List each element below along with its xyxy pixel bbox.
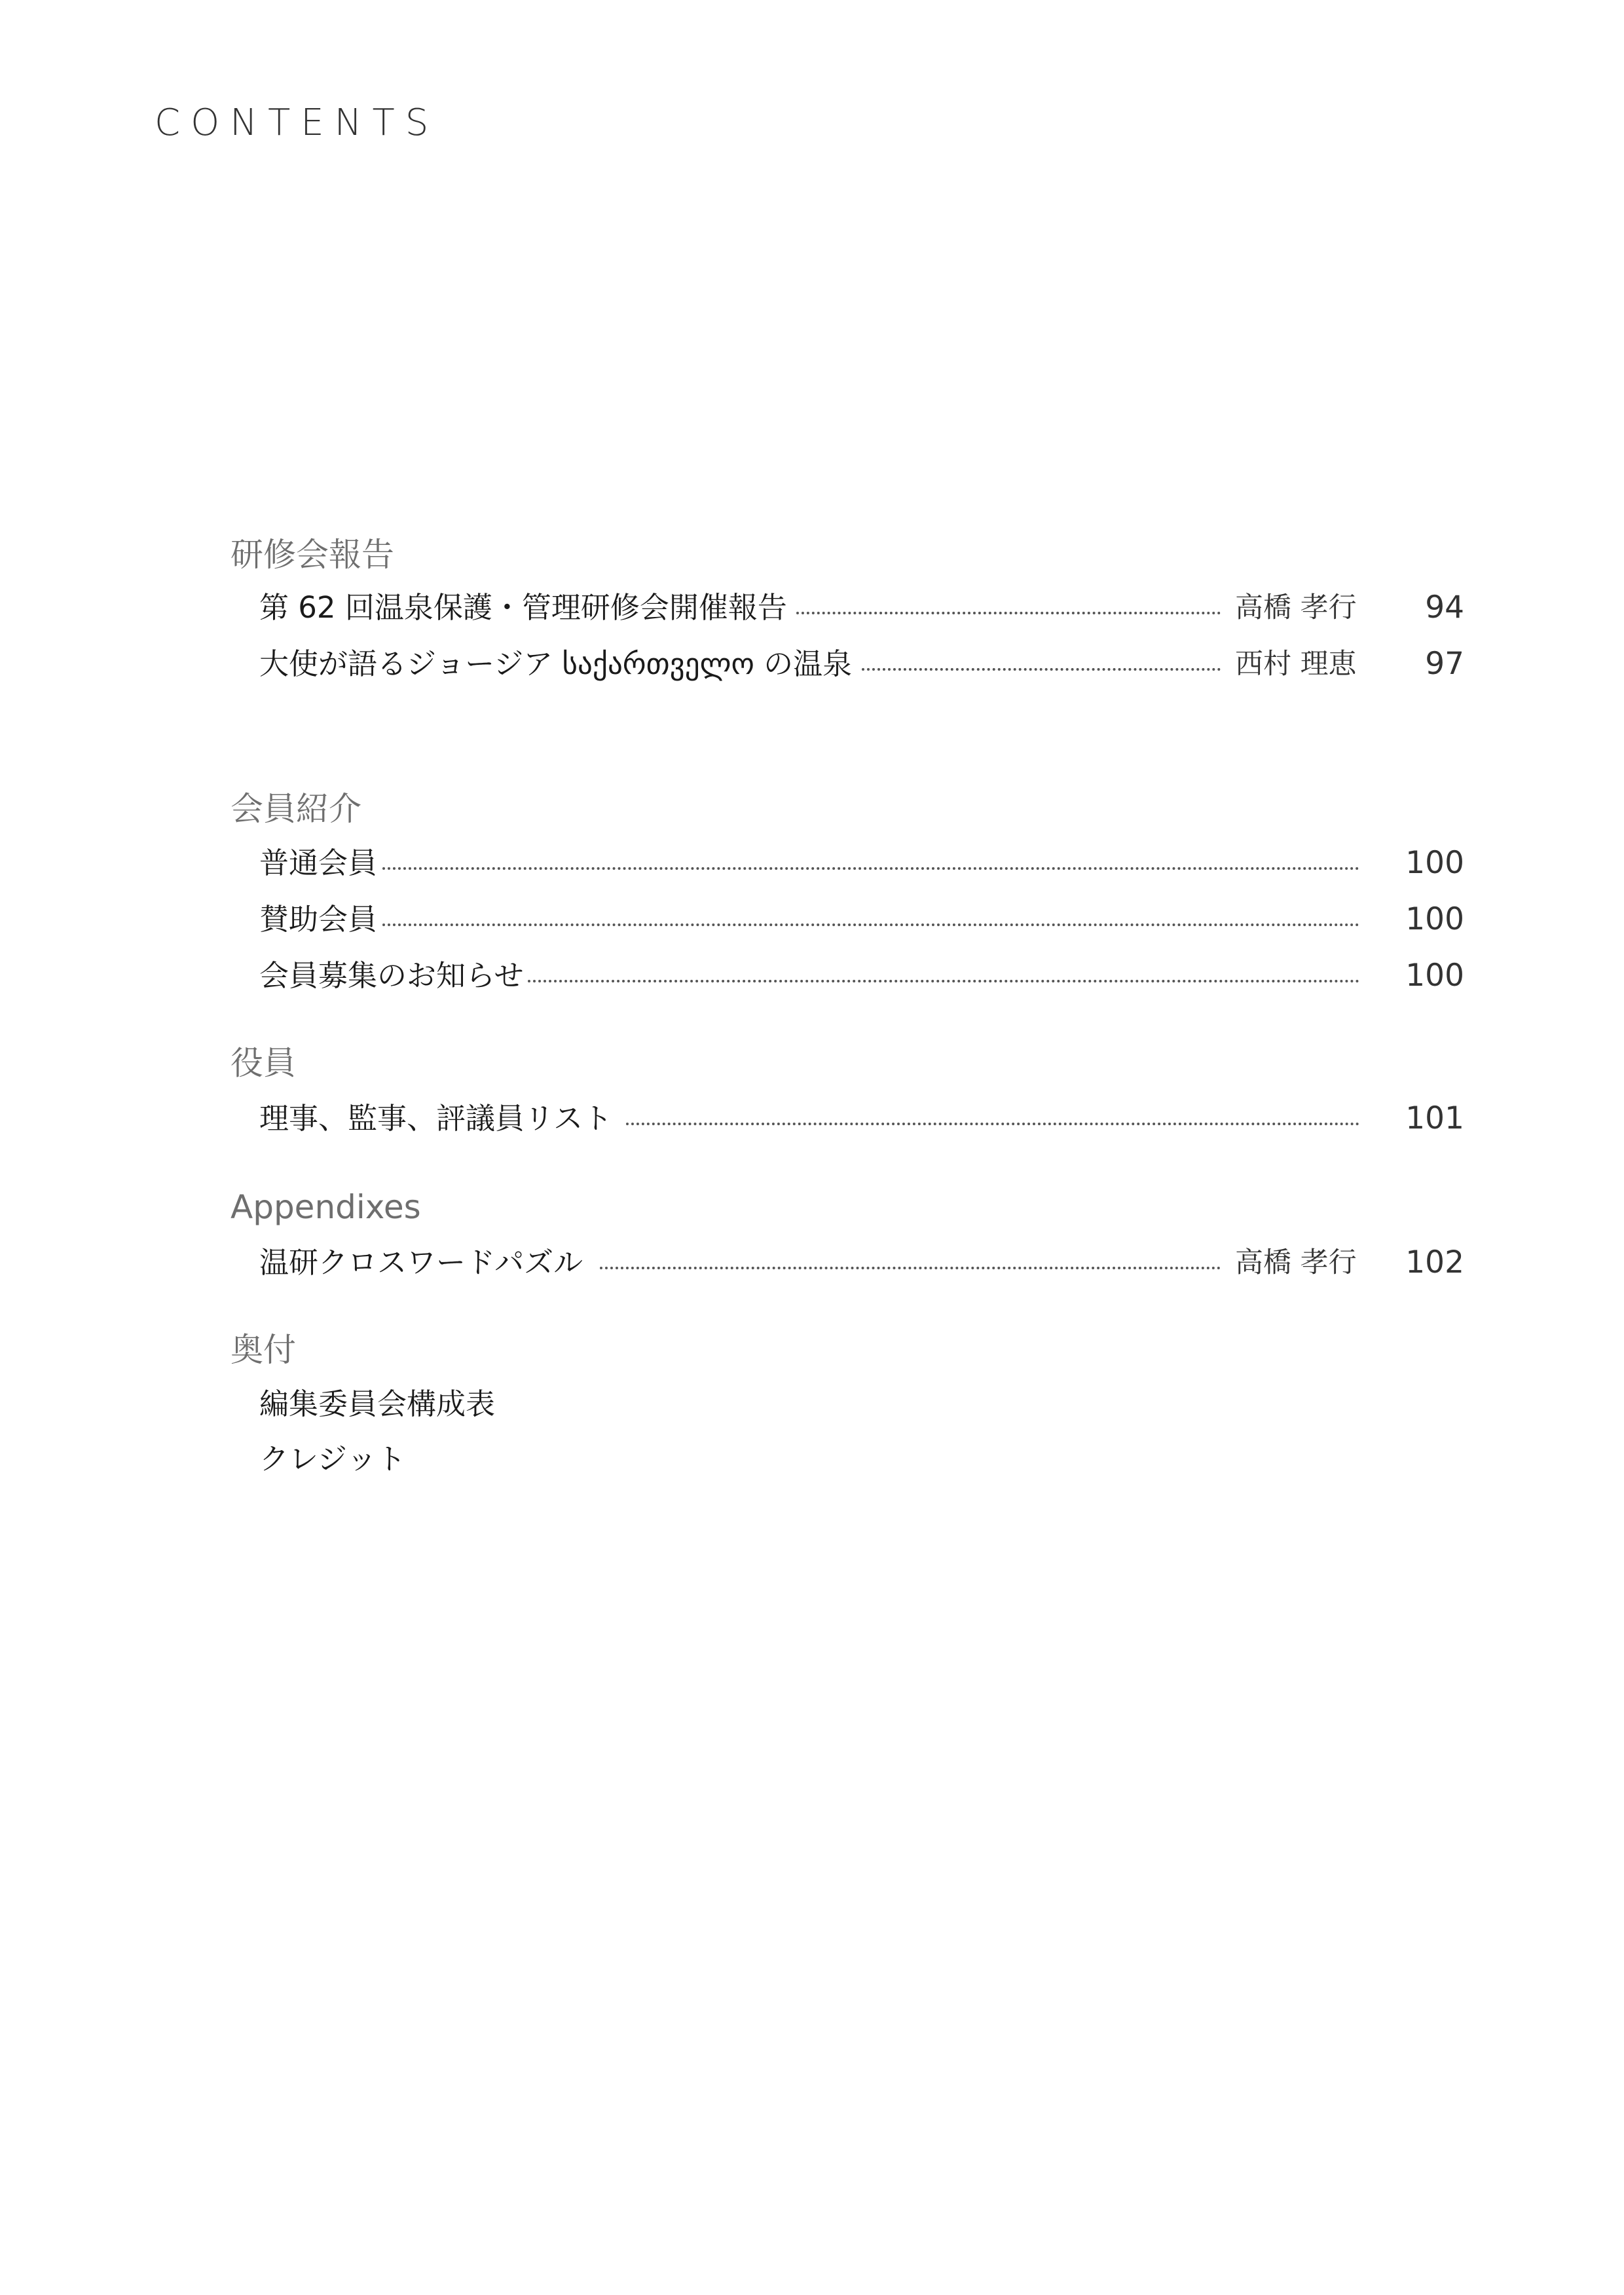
dot-leader	[377, 921, 1359, 926]
toc-entry-title: 編集委員会構成表	[259, 1385, 499, 1424]
toc-entry[interactable]	[259, 900, 1464, 939]
toc-entry-title: クレジット	[259, 1440, 410, 1479]
toc-entry[interactable]	[259, 588, 1464, 627]
toc-entry-author: 高橋 孝行	[1235, 591, 1357, 624]
toc-entry-page: 94	[1425, 589, 1464, 625]
toc-entry-author: 高橋 孝行	[1235, 1246, 1357, 1279]
toc-entry-page: 101	[1405, 1100, 1464, 1136]
toc-entry-title: 賛助会員	[259, 900, 381, 939]
section-title-officers: 役員	[231, 1044, 296, 1082]
toc-entry-title: 大使が語るジョージア საქართველო の温泉	[259, 644, 856, 684]
toc-entry-page: 100	[1405, 845, 1464, 881]
dot-leader	[862, 665, 1221, 671]
toc-entry-page: 97	[1425, 646, 1464, 682]
toc-entry[interactable]	[259, 956, 1464, 996]
section-title-colophon: 奥付	[231, 1331, 296, 1369]
dot-leader	[528, 977, 1359, 982]
section-title-member-intro: 会員紹介	[231, 790, 361, 828]
dot-leader	[626, 1120, 1359, 1125]
toc-entry[interactable]	[259, 844, 1464, 883]
toc-entry-title: 普通会員	[259, 844, 381, 883]
toc-entry-page: 102	[1405, 1244, 1464, 1280]
toc-entry-title: 第 62 回温泉保護・管理研修会開催報告	[259, 588, 791, 627]
toc-entry-author: 西村 理恵	[1235, 648, 1357, 681]
dot-leader	[796, 609, 1221, 614]
toc-entry[interactable]	[259, 1099, 1464, 1138]
toc-entry-page: 100	[1405, 958, 1464, 994]
dot-leader	[377, 865, 1359, 870]
section-title-training-report: 研修会報告	[231, 536, 394, 574]
toc-entry-page: 100	[1405, 901, 1464, 937]
page-title: CONTENTS	[155, 102, 439, 144]
toc-entry[interactable]	[259, 644, 1464, 684]
toc-entry[interactable]	[259, 1440, 1464, 1479]
section-title-appendixes: Appendixes	[231, 1188, 421, 1226]
toc-entry-title: 温研クロスワードパズル	[259, 1243, 587, 1282]
toc-entry-title: 理事、監事、評議員リスト	[259, 1099, 616, 1138]
toc-entry[interactable]	[259, 1385, 1464, 1424]
toc-entry-title: 会員募集のお知らせ	[259, 956, 528, 996]
toc-entry[interactable]	[259, 1243, 1464, 1282]
dot-leader	[600, 1264, 1221, 1269]
